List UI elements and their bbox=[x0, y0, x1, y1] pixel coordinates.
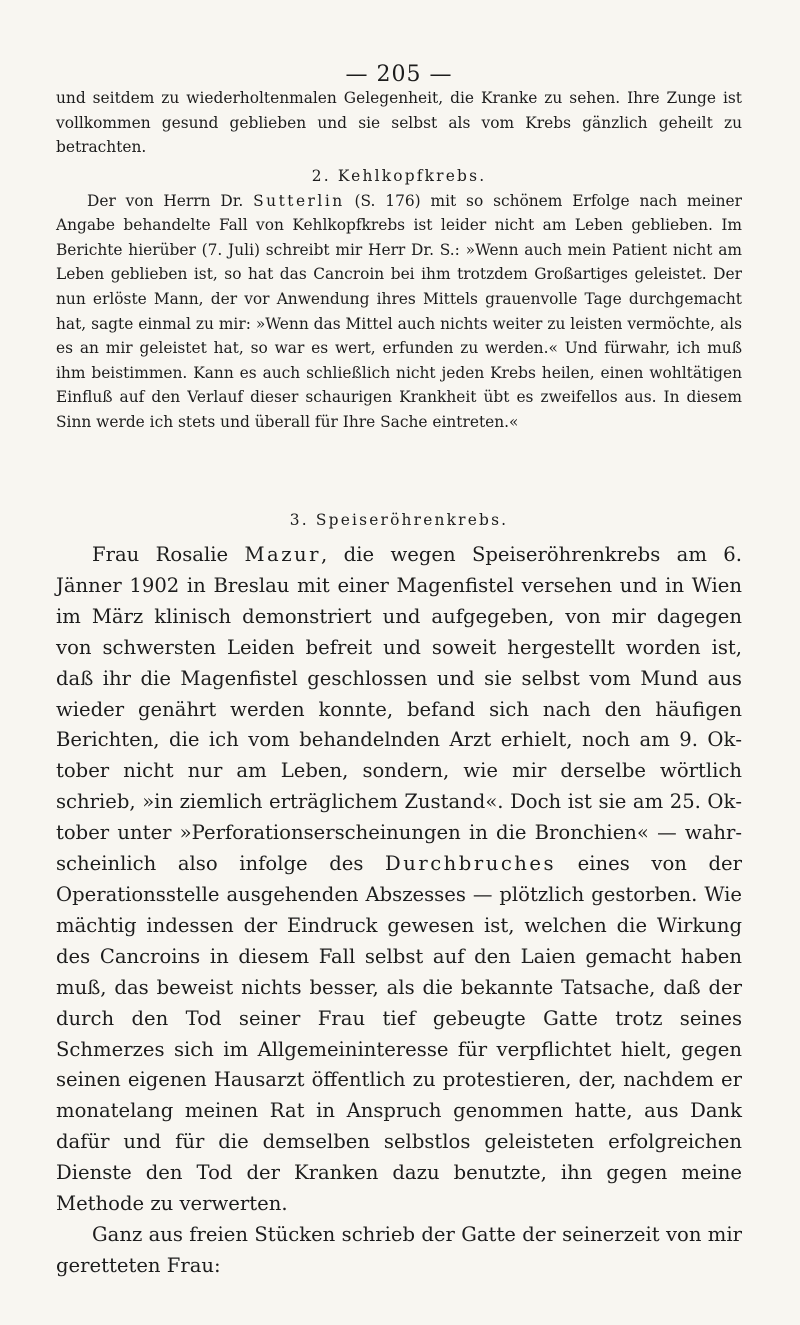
section-3 bbox=[56, 540, 742, 1282]
paragraph-kehlkopfkrebs-rest: (S. 176) mit so schönem Erfolge nach meiner Angabe behandelte Fall von Kehlkopfkrebs ist leider nicht am Leben geblieben. Im Berichte hierüber (7. Juli) schreibt mir Herr Dr. S.: »Wenn auch mein Patient nicht am Leben geblieben ist, so hat das Cancroin bei ihm trotzdem Großartiges geleistet. Der nun erlöste Mann, der vor Anwendung ihres Mittels grauenvolle Tage durchgemacht hat, sagte einmal zu mir: »Wenn das Mittel auch nichts weiter zu leisten vermöchte, als es an mir geleistet hat, so war es wert, erfunden zu werden.« Und fürwahr, ich muß ihm beistimmen. Kann es auch schließlich nicht jeden Krebs heilen, einen wohltätigen Einfluß auf den Verlauf dieser schaurigen Krankheit übt es zweifellos aus. In diesem Sinn werde ich stets und überall für Ihre Sache eintreten.« bbox=[56, 191, 742, 431]
doctor-name: Sutterlin bbox=[253, 191, 345, 210]
paragraph-kehlkopfkrebs-lead: Der von Herrn Dr. bbox=[87, 191, 254, 210]
paragraph-speiseroehrenkrebs-lead: Frau Rosalie bbox=[92, 543, 245, 566]
paragraph-1: und seitdem zu wiederholtenmalen Gelegenheit, die Kranke zu sehen. Ihre Zunge ist vollkommen gesund geblieben und sie selbst als vom Krebs gänzlich geheilt zu betrachten. bbox=[56, 89, 742, 157]
emphasis-durchbruches: Durchbruches bbox=[385, 852, 557, 876]
heading-kehlkopfkrebs: 2. Kehlkopfkrebs. bbox=[311, 167, 487, 185]
section-2 bbox=[56, 164, 742, 435]
section-1 bbox=[56, 86, 742, 160]
paragraph-speiseroehrenkrebs-rest: , die wegen Speiseröhrenkrebs am 6. Jänner 1902 in Breslau mit einer Magenfistel versehen und in Wien im März klinisch demonstriert und aufgegeben, von mir dagegen von schwersten Leiden befreit und soweit hergestellt worden ist, daß ihr die Magenfistel geschlossen und sie selbst vom Mund aus wieder genährt werden konnte, befand sich nach den häufigen Berichten, die ich vom behandelnden Arzt erhielt, noch am 9. Oktober nicht nur am Leben, sondern, wie mir derselbe wörtlich schrieb, »in ziemlich erträglichem Zustand«. Doch ist sie am 25. Oktober unter »Perforationserscheinungen in die Bronchien« — wahrscheinlich also infolge des bbox=[56, 543, 742, 876]
page-number: — 205 — bbox=[345, 62, 453, 87]
patient-name: Mazur bbox=[244, 543, 322, 566]
paragraph-final: Ganz aus freien Stücken schrieb der Gatte der seinerzeit von mir geretteten Frau: bbox=[56, 1222, 742, 1277]
paragraph-speiseroehrenkrebs bbox=[56, 540, 742, 1220]
heading-speiseroehrenkrebs: 3. Speiseröhrenkrebs. bbox=[289, 511, 509, 529]
section-3-heading-block bbox=[56, 508, 742, 533]
paragraph-kehlkopfkrebs bbox=[56, 189, 742, 435]
paragraph-speiseroehrenkrebs-rest-2: eines von der Operationsstelle ausgehenden Abszesses — plötzlich gestorben. Wie mächtig indessen der Eindruck gewesen ist, welchen die Wirkung des Cancroins in diesem Fall selbst auf den Laien gemacht haben muß, das beweist nichts besser, als die bekannte Tatsache, daß der durch den Tod seiner Frau tief gebeugte Gatte trotz seines Schmerzes sich im Allgemeininteresse für verpflichtet hielt, gegen seinen eigenen Hausarzt öffentlich zu protestieren, der, nachdem er monatelang meinen Rat in Anspruch genommen hatte, aus Dank dafür und für die demselben selbstlos geleisteten erfolgreichen Dienste den Tod der Kranken dazu benutzte, ihn gegen meine Methode zu verwerten. bbox=[56, 852, 742, 1216]
